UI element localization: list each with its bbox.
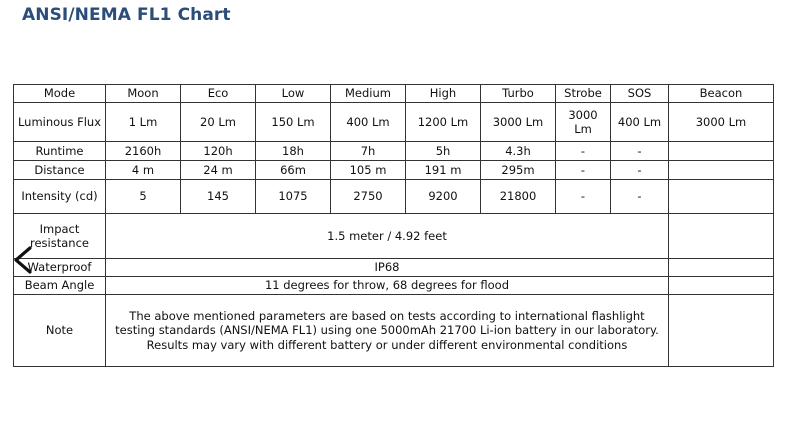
flux-turbo: 3000 Lm: [481, 103, 556, 142]
mode-strobe: Strobe: [556, 85, 611, 103]
row-label-beam: Beam Angle: [14, 277, 106, 295]
flux-high: 1200 Lm: [406, 103, 481, 142]
runtime-moon: 2160h: [106, 142, 181, 161]
row-label-flux: Luminous Flux: [14, 103, 106, 142]
beam-beacon: [669, 277, 774, 295]
table-row-mode: [14, 85, 774, 103]
runtime-turbo: 4.3h: [481, 142, 556, 161]
runtime-strobe: -: [556, 142, 611, 161]
distance-high: 191 m: [406, 161, 481, 180]
mode-turbo: Turbo: [481, 85, 556, 103]
distance-sos: -: [611, 161, 669, 180]
table-row-waterproof: [14, 259, 774, 277]
beam-value: 11 degrees for throw, 68 degrees for flood: [106, 277, 669, 295]
mode-moon: Moon: [106, 85, 181, 103]
flux-beacon: 3000 Lm: [669, 103, 774, 142]
row-label-mode: Mode: [14, 85, 106, 103]
intensity-moon: 5: [106, 180, 181, 214]
spec-table: [13, 84, 774, 367]
runtime-low: 18h: [256, 142, 331, 161]
intensity-eco: 145: [181, 180, 256, 214]
impact-value: 1.5 meter / 4.92 feet: [106, 214, 669, 259]
distance-moon: 4 m: [106, 161, 181, 180]
table-row-distance: [14, 161, 774, 180]
intensity-medium: 2750: [331, 180, 406, 214]
flux-moon: 1 Lm: [106, 103, 181, 142]
impact-beacon: [669, 214, 774, 259]
flux-eco: 20 Lm: [181, 103, 256, 142]
chevron-left-icon[interactable]: [10, 245, 36, 275]
table-row-impact: [14, 214, 774, 259]
row-label-impact: Impact resistance: [14, 214, 106, 259]
mode-medium: Medium: [331, 85, 406, 103]
waterproof-value: IP68: [106, 259, 669, 277]
runtime-sos: -: [611, 142, 669, 161]
table-row-note: [14, 295, 774, 367]
mode-high: High: [406, 85, 481, 103]
runtime-beacon: [669, 142, 774, 161]
flux-strobe: 3000 Lm: [556, 103, 611, 142]
mode-low: Low: [256, 85, 331, 103]
intensity-strobe: -: [556, 180, 611, 214]
waterproof-beacon: [669, 259, 774, 277]
row-label-runtime: Runtime: [14, 142, 106, 161]
intensity-turbo: 21800: [481, 180, 556, 214]
runtime-medium: 7h: [331, 142, 406, 161]
runtime-high: 5h: [406, 142, 481, 161]
distance-strobe: -: [556, 161, 611, 180]
table-row-runtime: [14, 142, 774, 161]
mode-eco: Eco: [181, 85, 256, 103]
distance-beacon: [669, 161, 774, 180]
table-row-intensity: [14, 180, 774, 214]
distance-low: 66m: [256, 161, 331, 180]
flux-sos: 400 Lm: [611, 103, 669, 142]
note-value: The above mentioned parameters are based on tests according to international flashlight testing standards (ANSI/NEMA FL1) using one 5000mAh 21700 Li-ion battery in our laboratory. Results may vary with different battery or under different environmental conditions: [106, 295, 669, 367]
note-beacon: [669, 295, 774, 367]
mode-sos: SOS: [611, 85, 669, 103]
chart-title: ANSI/NEMA FL1 Chart: [22, 5, 231, 25]
row-label-distance: Distance: [14, 161, 106, 180]
distance-turbo: 295m: [481, 161, 556, 180]
distance-eco: 24 m: [181, 161, 256, 180]
intensity-low: 1075: [256, 180, 331, 214]
runtime-eco: 120h: [181, 142, 256, 161]
row-label-note: Note: [14, 295, 106, 367]
intensity-sos: -: [611, 180, 669, 214]
row-label-intensity: Intensity (cd): [14, 180, 106, 214]
table-row-flux: [14, 103, 774, 142]
flux-medium: 400 Lm: [331, 103, 406, 142]
flux-low: 150 Lm: [256, 103, 331, 142]
table-row-beam: [14, 277, 774, 295]
intensity-beacon: [669, 180, 774, 214]
intensity-high: 9200: [406, 180, 481, 214]
row-label-waterproof: Waterproof: [14, 259, 106, 277]
mode-beacon: Beacon: [669, 85, 774, 103]
distance-medium: 105 m: [331, 161, 406, 180]
